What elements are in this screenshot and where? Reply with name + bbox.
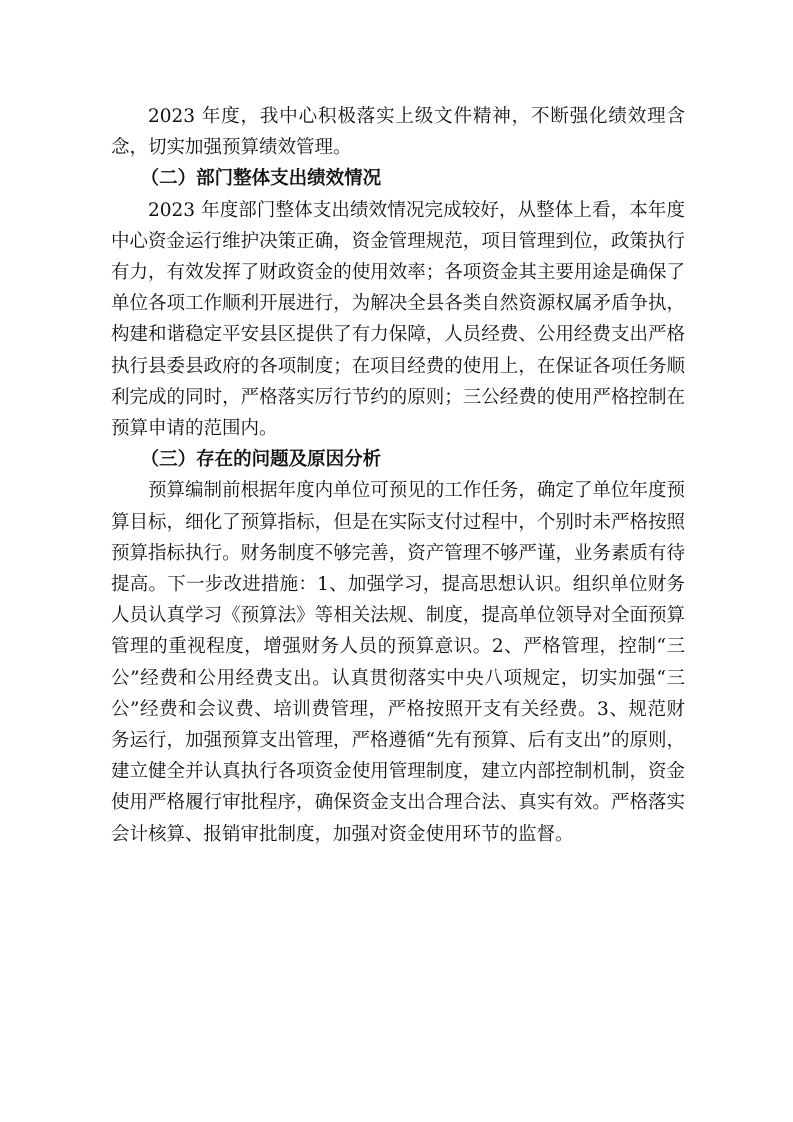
intro-paragraph: 2023 年度，我中心积极落实上级文件精神，不断强化绩效理含念，切实加强预算绩效管理。 (111, 106, 685, 159)
document-page (111, 101, 685, 850)
overall-performance-paragraph: 2023 年度部门整体支出绩效情况完成较好，从整体上看，本年度中心资金运行维护决策正确，资金管理规范，项目管理到位，政策执行有力，有效发挥了财政资金的使用效率；各项资金其主要用途是确保了单位各项工作顺利开展进行，为解决全县各类自然资源权属矛盾争执，构建和谐稳定平安县区提供了有力保障，人员经费、公用经费支出严格执行县委县政府的各项制度；在项目经费的使用上，在保证各项任务顺利完成的同时，严格落实厉行节约的原则；三公经费的使用严格控制在预算申请的范围内。 (111, 199, 685, 440)
section-heading-problems-analysis: （三）存在的问题及原因分析 (140, 449, 382, 471)
section-heading-overall-performance: （二）部门整体支出绩效情况 (140, 168, 382, 190)
problems-analysis-paragraph: 预算编制前根据年度内单位可预见的工作任务，确定了单位年度预算目标，细化了预算指标，但是在实际支付过程中，个别时未严格按照预算指标执行。财务制度不够完善，资产管理不够严谨，业务素质有待提高。下一步改进措施：1、加强学习，提高思想认识。组织单位财务人员认真学习《预算法》等相关法规、制度，提高单位领导对全面预算管理的重视程度，增强财务人员的预算意识。2、严格管理，控制“三公”经费和公用经费支出。认真贯彻落实中央八项规定，切实加强“三公”经费和会议费、培训费管理，严格按照开支有关经费。3、规范财务运行，加强预算支出管理，严格遵循“先有预算、后有支出”的原则，建立健全并认真执行各项资金使用管理制度，建立内部控制机制，资金使用严格履行审批程序，确保资金支出合理合法、真实有效。严格落实会计核算、报销审批制度，加强对资金使用环节的监督。 (111, 480, 685, 845)
